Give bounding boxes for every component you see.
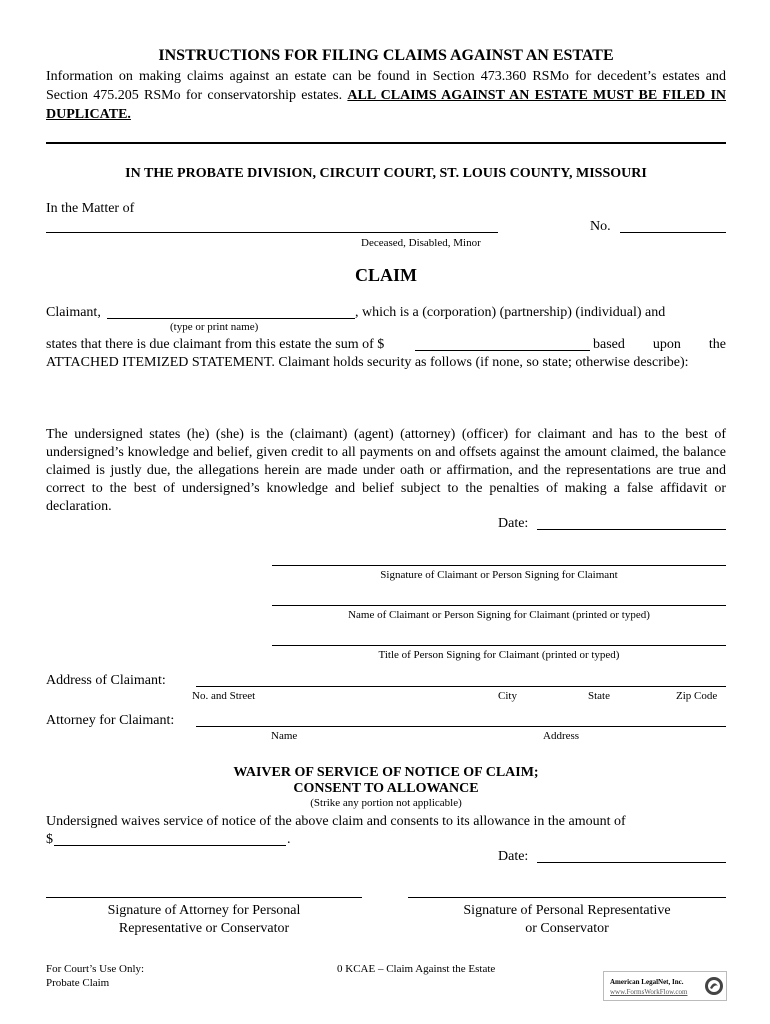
publisher-url[interactable]: www.FormsWorkFlow.com [610, 988, 688, 996]
claimant-name-caption: (type or print name) [170, 321, 259, 333]
waiver-title-line1: WAIVER OF SERVICE OF NOTICE OF CLAIM; [233, 765, 539, 780]
matter-caption: Deceased, Disabled, Minor [361, 237, 481, 249]
affirmation-date-label: Date: [498, 516, 529, 531]
claimant-signature-caption: Signature of Claimant or Person Signing for Claimant [380, 569, 618, 581]
claimant-prefix: Claimant, [46, 305, 101, 320]
instructions-body [46, 67, 726, 124]
publisher-name: American LegalNet, Inc. [610, 978, 684, 986]
waiver-note: (Strike any portion not applicable) [310, 797, 462, 809]
case-number-label: No. [590, 219, 611, 234]
form-id: 0 KCAE – Claim Against the Estate [337, 963, 496, 975]
sum-suffix: based upon the [593, 337, 726, 352]
header-divider [46, 142, 726, 144]
claimant-signature-field[interactable] [272, 565, 726, 566]
address-state-caption: State [588, 690, 610, 702]
waiver-text: Undersigned waives service of notice of the above claim and consents to its allowance in the amount of [46, 814, 626, 829]
claimant-type-text: , which is a (corporation) (partnership) (individual) and [355, 305, 666, 320]
duplicate-notice: ALL CLAIMS AGAINST AN ESTATE MUST BE FILED IN DUPLICATE. [46, 88, 727, 122]
claimant-name-field[interactable] [107, 318, 355, 319]
attorney-label: Attorney for Claimant: [46, 713, 175, 728]
matter-name-field[interactable] [46, 232, 498, 233]
waiver-period: . [287, 832, 291, 847]
publisher-box [603, 971, 727, 1001]
instructions-text: Information on making claims against an estate can be found in Section 473.360 RSMo for decedent’s estates and Section 475.205 RSMo for conservatorship estates. [46, 69, 726, 103]
waiver-amount-field[interactable] [54, 845, 286, 846]
attorney-field[interactable] [196, 726, 726, 727]
claimant-address-field[interactable] [196, 686, 726, 687]
attorney-signature-caption-2: Representative or Conservator [118, 921, 290, 936]
affirmation-date-field[interactable] [537, 529, 726, 530]
address-label: Address of Claimant: [46, 673, 166, 688]
signer-title-caption: Title of Person Signing for Claimant (printed or typed) [378, 649, 620, 661]
matter-label: In the Matter of [46, 201, 135, 216]
waiver-date-field[interactable] [537, 862, 726, 863]
waiver-dollar-sign: $ [46, 832, 53, 847]
claim-title: CLAIM [355, 265, 417, 285]
address-zip-caption: Zip Code [676, 690, 718, 702]
address-street-caption: No. and Street [192, 690, 256, 702]
claimant-printed-name-field[interactable] [272, 605, 726, 606]
claim-sum-field[interactable] [415, 350, 590, 351]
representative-signature-caption-1: Signature of Personal Representative [463, 903, 671, 918]
attorney-name-caption: Name [271, 730, 298, 742]
representative-signature-field[interactable] [408, 897, 726, 898]
court-use-label: For Court’s Use Only: [46, 963, 145, 975]
representative-signature-caption-2: or Conservator [525, 921, 609, 936]
publisher-logo-icon [704, 976, 724, 996]
instructions-title: INSTRUCTIONS FOR FILING CLAIMS AGAINST AN ESTATE [158, 47, 614, 64]
waiver-date-label: Date: [498, 849, 529, 864]
waiver-title-line2: CONSENT TO ALLOWANCE [293, 781, 479, 796]
signer-title-field[interactable] [272, 645, 726, 646]
attorney-signature-field[interactable] [46, 897, 362, 898]
affirmation-text: The undersigned states (he) (she) is the (claimant) (agent) (attorney) (officer) for claimant and has to the best of undersigned’s knowledge and belief, given credit to all payments on and offsets against the amount claimed, the balance claimed is justly due, the allegations herein are made under oath or affirmation, and the representations are true and correct to the best of undersigned’s knowledge and belief subject to the penalties of making a false affidavit or declaration. [46, 427, 726, 514]
sum-prefix: states that there is due claimant from this estate the sum of $ [46, 337, 385, 352]
court-heading: IN THE PROBATE DIVISION, CIRCUIT COURT, ST. LOUIS COUNTY, MISSOURI [125, 166, 647, 181]
security-text: ATTACHED ITEMIZED STATEMENT. Claimant holds security as follows (if none, so state; otherwise describe): [46, 355, 689, 370]
probate-claim-label: Probate Claim [46, 977, 110, 989]
claimant-printed-name-caption: Name of Claimant or Person Signing for Claimant (printed or typed) [348, 609, 650, 621]
attorney-address-caption: Address [543, 730, 580, 742]
case-number-field[interactable] [620, 232, 726, 233]
address-city-caption: City [498, 690, 517, 702]
attorney-signature-caption-1: Signature of Attorney for Personal [107, 903, 301, 918]
